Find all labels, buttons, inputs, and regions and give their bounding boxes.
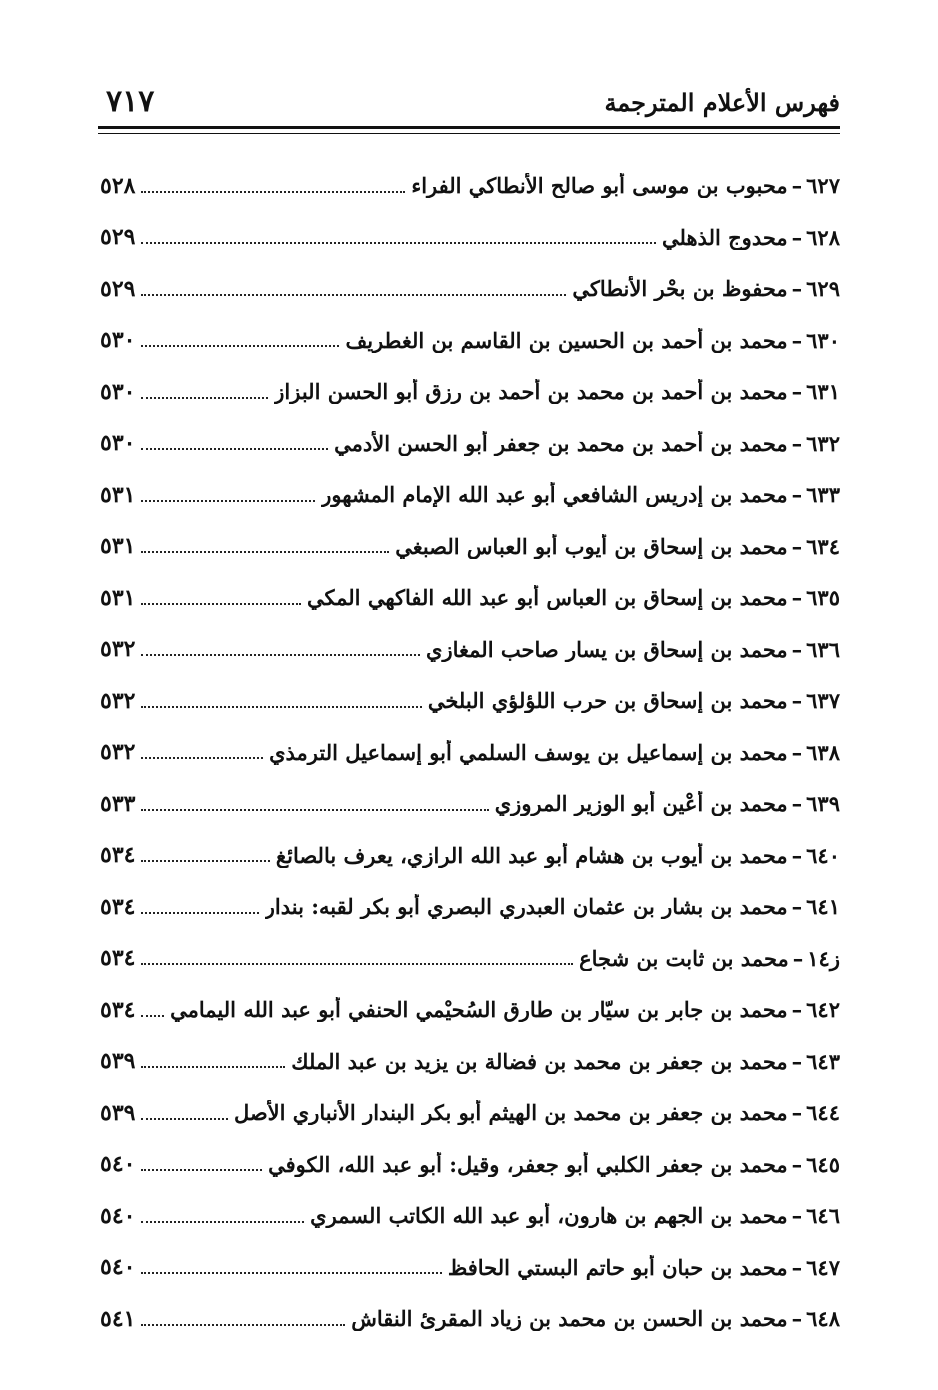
dot-leader [141, 1015, 164, 1017]
page-header [100, 78, 840, 122]
dot-leader [141, 345, 339, 347]
entry-name: محمد بن أحمد بن الحسين بن القاسم بن الغطريف [345, 327, 788, 353]
index-entry [100, 1036, 840, 1088]
dot-leader [141, 654, 420, 656]
dot-leader [141, 1066, 285, 1068]
dot-leader [141, 1118, 227, 1120]
index-entry [100, 469, 840, 521]
index-entry [100, 881, 840, 933]
dot-leader [141, 1272, 441, 1274]
entry-number: ٦٤٣ [806, 1048, 840, 1074]
index-entry [100, 624, 840, 676]
entry-name: محمد بن جعفر بن محمد بن فضالة بن يزيد بن عبد الملك [291, 1048, 788, 1074]
header-rule-thin [98, 133, 840, 134]
entry-number: ٦٤٥ [806, 1151, 840, 1177]
index-entry [100, 521, 840, 573]
index-entry [100, 1139, 840, 1191]
entry-number: ٦٣١ [806, 379, 840, 405]
index-entry [100, 933, 840, 985]
entry-page-number: ٥٣٠ [100, 378, 136, 405]
entry-name: محمد بن إسحاق بن يسار صاحب المغازي [426, 636, 788, 662]
entry-dash: – [791, 791, 803, 817]
index-entry [100, 1087, 840, 1139]
entry-name: محمد بن جعفر الكلبي أبو جعفر، وقيل: أبو عبد الله، الكوفي [268, 1151, 788, 1177]
entry-number: ٦٢٧ [806, 173, 840, 199]
entry-dash: – [791, 327, 803, 353]
index-entry [100, 160, 840, 212]
entry-page-number: ٥٣١ [100, 533, 136, 560]
entry-name: محمد بن أيوب بن هشام أبو عبد الله الرازي، يعرف بالصائغ [275, 842, 788, 868]
index-entries [100, 160, 840, 1345]
entry-dash: – [792, 945, 804, 971]
entry-dash: – [791, 1254, 803, 1280]
entry-number: ٦٤٢ [806, 997, 840, 1023]
dot-leader [141, 448, 328, 450]
entry-page-number: ٥٤٠ [100, 1202, 136, 1229]
entry-dash: – [791, 585, 803, 611]
dot-leader [141, 191, 405, 193]
dot-leader [141, 294, 566, 296]
dot-leader [141, 860, 269, 862]
entry-dash: – [791, 1151, 803, 1177]
dot-leader [141, 757, 263, 759]
index-entry [100, 418, 840, 470]
entry-name: محمد بن ثابت بن شجاع [579, 945, 789, 971]
entry-dash: – [791, 533, 803, 559]
page-number: ٧١٧ [106, 84, 155, 119]
entry-name: محمد بن إسحاق بن أيوب أبو العباس الصبغي [395, 533, 788, 559]
entry-page-number: ٥٣٤ [100, 945, 136, 972]
entry-page-number: ٥٤١ [100, 1305, 136, 1332]
running-title: فهرس الأعلام المترجمة [604, 88, 840, 117]
entry-page-number: ٥٢٩ [100, 275, 136, 302]
entry-page-number: ٥٣٠ [100, 327, 136, 354]
dot-leader [141, 242, 656, 244]
index-entry [100, 212, 840, 264]
index-entry [100, 778, 840, 830]
index-entry [100, 830, 840, 882]
entry-number: ٦٣٣ [806, 482, 840, 508]
entry-page-number: ٥٣٢ [100, 739, 136, 766]
entry-page-number: ٥٤٠ [100, 1254, 136, 1281]
index-entry [100, 984, 840, 1036]
entry-name: محمد بن إدريس الشافعي أبو عبد الله الإمام المشهور [321, 482, 788, 508]
entry-number: ٦٣٢ [806, 430, 840, 456]
entry-dash: – [791, 1048, 803, 1074]
entry-page-number: ٥٣٩ [100, 1048, 136, 1075]
entry-number: ٦٢٨ [806, 224, 840, 250]
dot-leader [141, 397, 268, 399]
index-entry [100, 1190, 840, 1242]
entry-name: محمد بن بشار بن عثمان العبدري البصري أبو بكر لقبه: بندار [264, 894, 788, 920]
header-rule-thick [98, 126, 840, 129]
entry-number: ٦٣٤ [806, 533, 840, 559]
entry-page-number: ٥٣٤ [100, 996, 136, 1023]
dot-leader [141, 1221, 304, 1223]
entry-name: محمد بن أحمد بن محمد بن جعفر أبو الحسن الأدمي [334, 430, 788, 456]
entry-page-number: ٥٣١ [100, 584, 136, 611]
entry-number: ٦٣٠ [806, 327, 840, 353]
entry-number: ٦٣٥ [806, 585, 840, 611]
entry-name: محمد بن أعْين أبو الوزير المروزي [494, 791, 788, 817]
entry-dash: – [791, 636, 803, 662]
entry-number: ٦٤٠ [806, 842, 840, 868]
entry-name: محمد بن إسماعيل بن يوسف السلمي أبو إسماعيل الترمذي [269, 739, 788, 765]
entry-number: ز١٤ [807, 945, 840, 971]
entry-dash: – [791, 894, 803, 920]
dot-leader [141, 551, 389, 553]
entry-page-number: ٥٢٨ [100, 172, 136, 199]
entry-page-number: ٥٣١ [100, 481, 136, 508]
entry-name: محمد بن الحسن بن محمد بن زياد المقرئ النقاش [351, 1306, 788, 1332]
entry-name: محبوب بن موسى أبو صالح الأنطاكي الفراء [411, 173, 788, 199]
entry-dash: – [791, 688, 803, 714]
entry-dash: – [791, 430, 803, 456]
entry-name: محمد بن جعفر بن محمد بن الهيثم أبو بكر البندار الأنباري الأصل [233, 1100, 788, 1126]
dot-leader [141, 603, 301, 605]
entry-page-number: ٥٣٢ [100, 636, 136, 663]
entry-page-number: ٥٤٠ [100, 1151, 136, 1178]
entry-name: محمد بن أحمد بن محمد بن أحمد بن رزق أبو الحسن البزاز [274, 379, 788, 405]
index-entry [100, 572, 840, 624]
entry-name: محمد بن إسحاق بن حرب اللؤلؤي البلخي [427, 688, 788, 714]
entry-dash: – [791, 997, 803, 1023]
entry-name: محدوج الذهلي [662, 224, 788, 250]
dot-leader [141, 912, 258, 914]
entry-number: ٦٢٩ [806, 276, 840, 302]
entry-page-number: ٥٢٩ [100, 224, 136, 251]
entry-dash: – [791, 379, 803, 405]
entry-number: ٦٣٧ [806, 688, 840, 714]
index-entry [100, 675, 840, 727]
entry-name: محمد بن حبان أبو حاتم البستي الحافظ [447, 1254, 788, 1280]
index-entry [100, 1293, 840, 1345]
entry-page-number: ٥٣٩ [100, 1099, 136, 1126]
entry-number: ٦٤٦ [806, 1203, 840, 1229]
entry-number: ٦٣٦ [806, 636, 840, 662]
entry-name: محمد بن إسحاق بن العباس أبو عبد الله الفاكهي المكي [307, 585, 788, 611]
dot-leader [141, 1169, 262, 1171]
dot-leader [141, 706, 421, 708]
entry-dash: – [791, 482, 803, 508]
dot-leader [141, 1324, 345, 1326]
entry-number: ٦٤٧ [806, 1254, 840, 1280]
entry-number: ٦٤٤ [806, 1100, 840, 1126]
entry-dash: – [791, 1203, 803, 1229]
index-entry [100, 315, 840, 367]
entry-dash: – [791, 739, 803, 765]
entry-number: ٦٤١ [806, 894, 840, 920]
index-entry [100, 366, 840, 418]
entry-dash: – [791, 1100, 803, 1126]
index-entry [100, 727, 840, 779]
entry-page-number: ٥٣٤ [100, 842, 136, 869]
entry-number: ٦٤٨ [806, 1306, 840, 1332]
entry-page-number: ٥٣٣ [100, 790, 136, 817]
entry-name: محفوظ بن بحْر الأنطاكي [572, 276, 788, 302]
entry-number: ٦٣٨ [806, 739, 840, 765]
dot-leader [141, 963, 573, 965]
entry-name: محمد بن جابر بن سيّار بن طارق السُحيْمي الحنفي أبو عبد الله اليمامي [170, 997, 788, 1023]
entry-dash: – [791, 842, 803, 868]
dot-leader [141, 809, 488, 811]
entry-dash: – [791, 276, 803, 302]
entry-name: محمد بن الجهم بن هارون، أبو عبد الله الكاتب السمري [310, 1203, 788, 1229]
entry-page-number: ٥٣٤ [100, 893, 136, 920]
dot-leader [141, 500, 315, 502]
entry-page-number: ٥٣٢ [100, 687, 136, 714]
entry-dash: – [791, 224, 803, 250]
entry-dash: – [791, 173, 803, 199]
entry-page-number: ٥٣٠ [100, 430, 136, 457]
entry-dash: – [791, 1306, 803, 1332]
index-entry [100, 263, 840, 315]
entry-number: ٦٣٩ [806, 791, 840, 817]
index-entry [100, 1242, 840, 1294]
